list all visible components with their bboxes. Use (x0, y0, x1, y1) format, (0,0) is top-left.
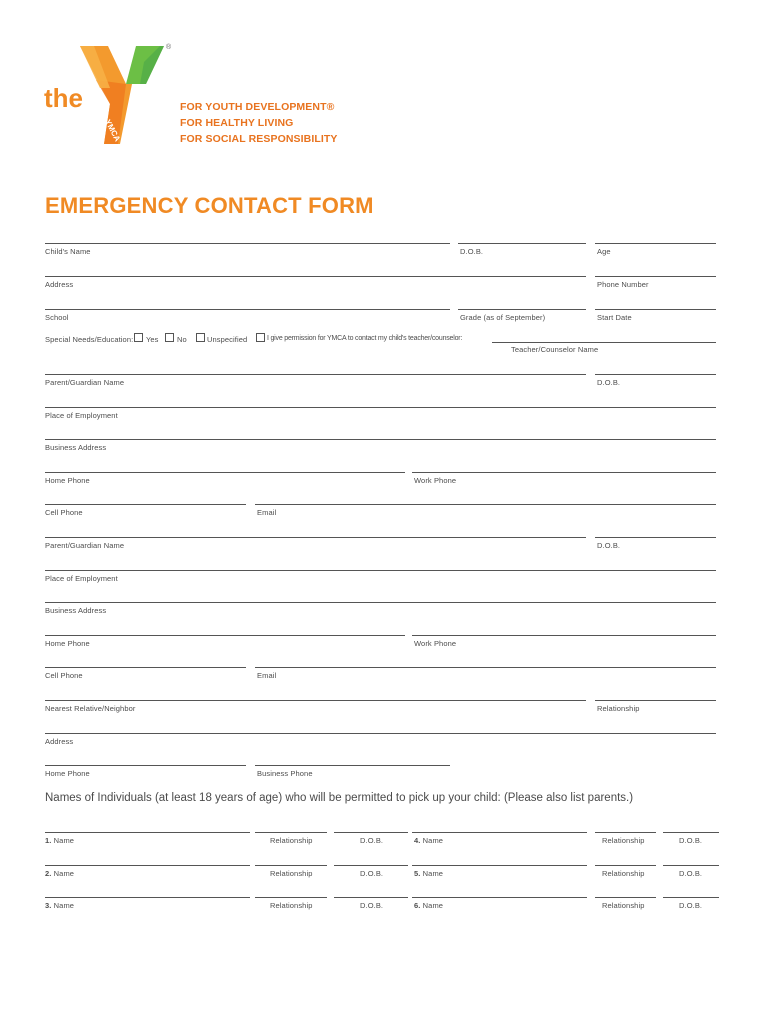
pickup3-relationship-field[interactable] (255, 897, 327, 898)
pickup5-relationship-field[interactable] (595, 865, 656, 866)
start-date-label: Start Date (597, 313, 632, 322)
tagline-social-responsibility: FOR SOCIAL RESPONSIBILITY (180, 133, 338, 145)
guardian2-dob-field[interactable] (595, 537, 716, 538)
guardian2-home-phone-label: Home Phone (45, 639, 90, 648)
childs-name-label: Child's Name (45, 247, 91, 256)
guardian1-cell-phone-label: Cell Phone (45, 508, 83, 517)
guardian2-name-label: Parent/Guardian Name (45, 541, 125, 550)
childs-name-field[interactable] (45, 243, 450, 244)
child-phone-field[interactable] (595, 276, 716, 277)
pickup6-dob-field[interactable] (663, 897, 719, 898)
unspecified-label: Unspecified (207, 335, 248, 344)
pickup6-relationship-label: Relationship (602, 901, 645, 910)
pickup4-relationship-field[interactable] (595, 832, 656, 833)
pickup3-dob-field[interactable] (334, 897, 408, 898)
guardian1-name-field[interactable] (45, 374, 586, 375)
pickup5-dob-field[interactable] (663, 865, 719, 866)
child-dob-field[interactable] (458, 243, 586, 244)
registered-mark: ® (166, 44, 172, 51)
logo-the-text: the (44, 83, 83, 113)
relative-address-field[interactable] (45, 733, 716, 734)
pickup2-relationship-field[interactable] (255, 865, 327, 866)
pickup4-name-label: 4. Name (414, 836, 444, 845)
guardian1-email-label: Email (257, 508, 277, 517)
guardian1-employment-field[interactable] (45, 407, 716, 408)
pickup-heading: Names of Individuals (at least 18 years of age) who will be permitted to pick up your child: (Please also list parents.) (45, 792, 634, 804)
relative-home-phone-field[interactable] (45, 765, 246, 766)
pickup2-dob-label: D.O.B. (360, 869, 384, 878)
guardian1-name-label: Parent/Guardian Name (45, 378, 125, 387)
pickup4-dob-field[interactable] (663, 832, 719, 833)
guardian2-work-phone-field[interactable] (412, 635, 716, 636)
guardian2-employment-field[interactable] (45, 570, 716, 571)
no-label: No (177, 335, 187, 344)
pickup1-name-label: 1. Name (45, 836, 75, 845)
child-address-label: Address (45, 280, 74, 289)
guardian2-cell-phone-field[interactable] (45, 667, 246, 668)
guardian2-email-label: Email (257, 671, 277, 680)
child-address-field[interactable] (45, 276, 586, 277)
guardian1-business-address-field[interactable] (45, 439, 716, 440)
permission-label: I give permission for YMCA to contact my child's teacher/counselor: (267, 335, 463, 342)
pickup2-relationship-label: Relationship (270, 869, 313, 878)
pickup5-name-label: 5. Name (414, 869, 444, 878)
guardian1-dob-field[interactable] (595, 374, 716, 375)
school-label: School (45, 313, 69, 322)
relative-name-field[interactable] (45, 700, 586, 701)
guardian1-dob-label: D.O.B. (597, 378, 621, 387)
guardian1-email-field[interactable] (255, 504, 716, 505)
pickup2-name-label: 2. Name (45, 869, 75, 878)
child-phone-label: Phone Number (597, 280, 649, 289)
guardian1-home-phone-label: Home Phone (45, 476, 90, 485)
guardian1-business-address-label: Business Address (45, 443, 107, 452)
pickup3-dob-label: D.O.B. (360, 901, 384, 910)
pickup6-dob-label: D.O.B. (679, 901, 703, 910)
child-age-field[interactable] (595, 243, 716, 244)
relative-home-phone-label: Home Phone (45, 769, 90, 778)
pickup5-name-field[interactable] (412, 865, 587, 866)
relative-name-label: Nearest Relative/Neighbor (45, 704, 136, 713)
teacher-name-label: Teacher/Counselor Name (511, 345, 599, 354)
yes-checkbox[interactable] (134, 333, 143, 342)
pickup5-dob-label: D.O.B. (679, 869, 703, 878)
grade-field[interactable] (458, 309, 586, 310)
tagline-youth-development: FOR YOUTH DEVELOPMENT® (180, 101, 335, 113)
start-date-field[interactable] (595, 309, 716, 310)
pickup3-relationship-label: Relationship (270, 901, 313, 910)
grade-label: Grade (as of September) (460, 313, 546, 322)
guardian1-work-phone-label: Work Phone (414, 476, 457, 485)
yes-label: Yes (146, 335, 159, 344)
pickup3-name-label: 3. Name (45, 901, 75, 910)
pickup1-dob-field[interactable] (334, 832, 408, 833)
pickup6-name-label: 6. Name (414, 901, 444, 910)
relative-relationship-field[interactable] (595, 700, 716, 701)
guardian1-work-phone-field[interactable] (412, 472, 716, 473)
guardian1-cell-phone-field[interactable] (45, 504, 246, 505)
pickup1-name-field[interactable] (45, 832, 250, 833)
relative-business-phone-label: Business Phone (257, 769, 313, 778)
guardian2-employment-label: Place of Employment (45, 574, 118, 583)
relative-business-phone-field[interactable] (255, 765, 450, 766)
pickup1-dob-label: D.O.B. (360, 836, 384, 845)
pickup4-relationship-label: Relationship (602, 836, 645, 845)
guardian2-home-phone-field[interactable] (45, 635, 405, 636)
pickup5-relationship-label: Relationship (602, 869, 645, 878)
special-needs-label: Special Needs/Education: (45, 335, 134, 344)
pickup3-name-field[interactable] (45, 897, 250, 898)
guardian1-employment-label: Place of Employment (45, 411, 118, 420)
pickup4-name-field[interactable] (412, 832, 587, 833)
no-checkbox[interactable] (165, 333, 174, 342)
guardian2-dob-label: D.O.B. (597, 541, 621, 550)
form-title: EMERGENCY CONTACT FORM (45, 193, 374, 218)
tagline-healthy-living: FOR HEALTHY LIVING (180, 117, 294, 129)
permission-checkbox[interactable] (256, 333, 265, 342)
guardian1-home-phone-field[interactable] (45, 472, 405, 473)
teacher-name-field[interactable] (492, 342, 716, 343)
pickup6-name-field[interactable] (412, 897, 587, 898)
pickup6-relationship-field[interactable] (595, 897, 656, 898)
relative-address-label: Address (45, 737, 74, 746)
guardian2-business-address-label: Business Address (45, 606, 107, 615)
pickup1-relationship-field[interactable] (255, 832, 327, 833)
unspecified-checkbox[interactable] (196, 333, 205, 342)
logo-ymca-text: YMCA (103, 118, 123, 144)
guardian2-work-phone-label: Work Phone (414, 639, 457, 648)
guardian2-cell-phone-label: Cell Phone (45, 671, 83, 680)
guardian2-business-address-field[interactable] (45, 602, 716, 603)
guardian2-name-field[interactable] (45, 537, 586, 538)
school-field[interactable] (45, 309, 450, 310)
child-age-label: Age (597, 247, 611, 256)
guardian2-email-field[interactable] (255, 667, 716, 668)
pickup4-dob-label: D.O.B. (679, 836, 703, 845)
pickup2-name-field[interactable] (45, 865, 250, 866)
pickup2-dob-field[interactable] (334, 865, 408, 866)
pickup1-relationship-label: Relationship (270, 836, 313, 845)
child-dob-label: D.O.B. (460, 247, 484, 256)
relative-relationship-label: Relationship (597, 704, 640, 713)
